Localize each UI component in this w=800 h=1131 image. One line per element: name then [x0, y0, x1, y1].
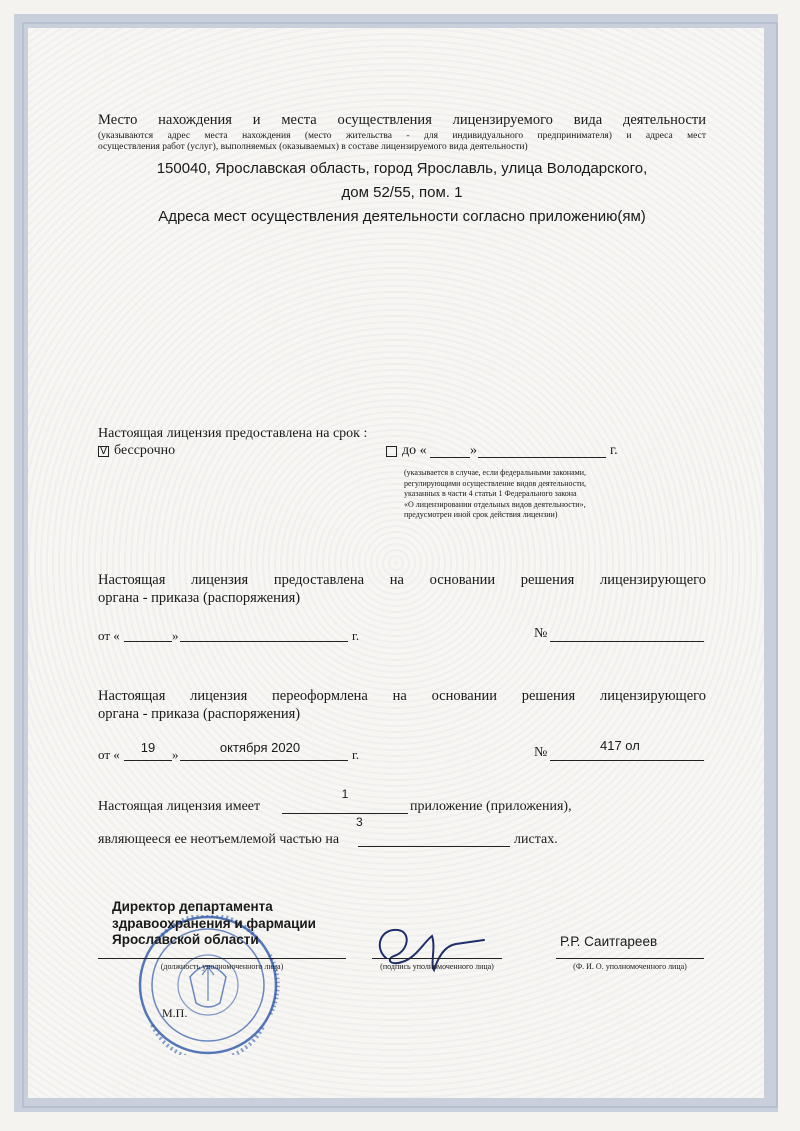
basis-line1: Настоящая лицензия предоставлена на основании решения лицензирующего: [98, 572, 706, 588]
term-note-line: (указывается в случае, если федеральными законами,: [404, 468, 587, 477]
signatory-position-line: Директор департамента: [112, 899, 273, 914]
until-prefix: до «: [402, 443, 427, 458]
signature-line: [372, 958, 502, 959]
reissue-number: 417 ол: [600, 738, 640, 753]
perpetual-check-mark: V: [100, 446, 107, 457]
appendix-count: 1: [341, 787, 349, 801]
appendix-part-text: являющееся ее неотъемлемой частью на: [98, 832, 340, 847]
until-mid: »: [470, 443, 477, 458]
until-suffix: г.: [610, 443, 618, 458]
appendix-has-text: Настоящая лицензия имеет: [98, 799, 261, 814]
location-note-line2: осуществления работ (услуг), выполняемых (оказываемых) в составе лицензируемого вида деятельности): [98, 142, 528, 152]
perpetual-checkbox: [98, 446, 109, 457]
signatory-position-line: Ярославской области: [112, 932, 259, 947]
appendix-count-line: [282, 813, 408, 814]
term-note: [404, 468, 644, 521]
appendix-sheets-line: [358, 846, 510, 847]
reissue-day-line: [124, 760, 172, 761]
signatory-name: Р.Р. Саитгареев: [560, 934, 658, 949]
name-caption: (Ф. И. О. уполномоченного лица): [573, 962, 687, 971]
appendix-sheets: 3: [356, 815, 363, 829]
perpetual-label: бессрочно: [114, 443, 176, 458]
basis-from-suffix: г.: [352, 628, 360, 643]
reissue-number-sign: №: [534, 745, 548, 760]
reissue-month-year: октября 2020: [219, 740, 301, 755]
reissue-number-line: [550, 760, 704, 761]
addresses-note: Адреса мест осуществления деятельности согласно приложению(ям): [158, 208, 646, 225]
name-line: [556, 958, 704, 959]
stamp-place: М.П.: [162, 1006, 188, 1020]
reissue-month-line: [180, 760, 348, 761]
reissue-day: 19: [140, 740, 156, 755]
basis-line2: органа - приказа (распоряжения): [98, 590, 301, 606]
term-note-line: «О лицензировании отдельных видов деятельности»,: [404, 499, 586, 509]
appendix-text: приложение (приложения),: [410, 799, 572, 814]
location-note-line1: (указываются адрес места нахождения (место жительства - для индивидуального предпринимателя) и адреса мест: [98, 131, 706, 141]
signatory-position-line: здравоохранения и фармации: [112, 915, 316, 931]
basis-month-line: [180, 641, 348, 642]
until-month-line: [478, 457, 606, 458]
basis-number-line: [550, 641, 704, 642]
basis-from-mid: »: [172, 628, 179, 643]
position-caption: (должность уполномоченного лица): [160, 962, 284, 971]
position-line: [98, 958, 346, 959]
reissue-from-suffix: г.: [352, 747, 360, 762]
term-note-line: предусмотрен иной срок действия лицензии): [404, 510, 558, 519]
location-heading: Место нахождения и места осуществления лицензируемого вида деятельности: [98, 112, 706, 128]
signature-caption: (подпись уполномоченного лица): [380, 962, 494, 971]
until-day-line: [430, 457, 470, 458]
term-note-line: указанных в части 4 статьи 1 Федерального закона: [404, 489, 577, 498]
reissue-from-prefix: от «: [98, 747, 120, 762]
term-note-line: регулирующими осуществление видов деятельности,: [404, 478, 587, 488]
address-line1: 150040, Ярославская область, город Ярославль, улица Володарского,: [156, 160, 648, 177]
signatory-position: [112, 899, 316, 949]
term-heading: Настоящая лицензия предоставлена на срок :: [98, 426, 368, 441]
basis-number-sign: №: [534, 626, 548, 641]
basis-day-line: [124, 641, 172, 642]
basis-from-prefix: от «: [98, 628, 120, 643]
reissue-line1: Настоящая лицензия переоформлена на основании решения лицензирующего: [98, 688, 706, 704]
reissue-line2: органа - приказа (распоряжения): [98, 706, 301, 722]
appendix-sheets-suffix: листах.: [514, 832, 558, 847]
address-line2: дом 52/55, пом. 1: [341, 184, 463, 201]
until-checkbox: [386, 446, 397, 457]
reissue-from-mid: »: [172, 747, 179, 762]
